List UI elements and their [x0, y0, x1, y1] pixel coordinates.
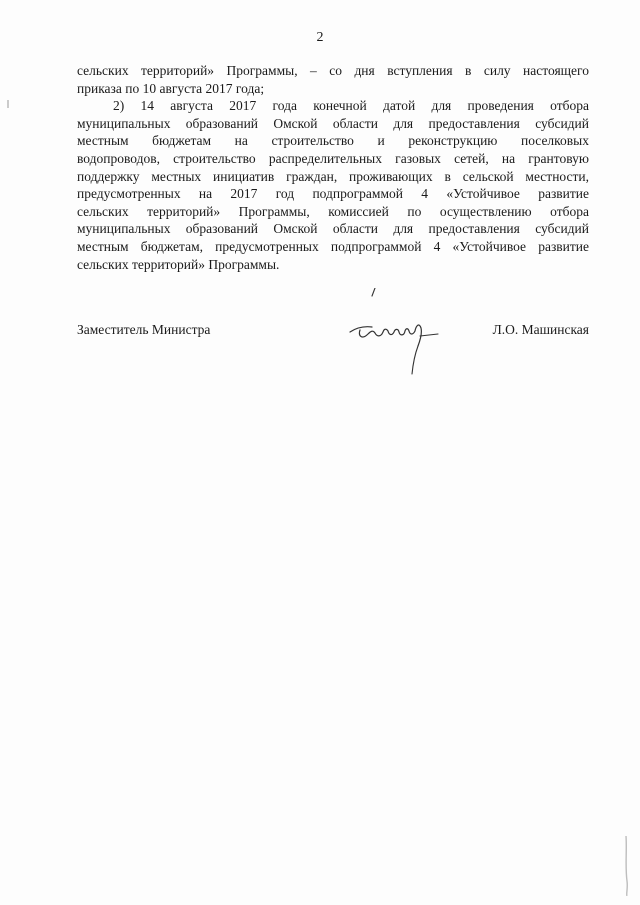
page-number: 2 [316, 30, 324, 45]
paragraph-item-2 [77, 97, 589, 273]
text-line: местным бюджетам, предусмотренных подпрограммой 4 «Устойчивое развитие [77, 238, 589, 254]
text-line: местным бюджетам на строительство и реконструкцию поселковых [77, 133, 589, 149]
document-body [77, 62, 589, 273]
signer-name: Л.О. Машинская [492, 322, 589, 337]
signature-block [77, 322, 589, 346]
text-line: водопроводов, строительство распределительных газовых сетей, на грантовую [77, 150, 589, 166]
scan-edge-mark [622, 836, 630, 896]
text-line: муниципальных образований Омской области для предоставления субсидий [77, 115, 589, 131]
text-line: 2) 14 августа 2017 года конечной датой для проведения отбора [113, 98, 589, 114]
text-line: муниципальных образований Омской области для предоставления субсидий [77, 221, 589, 237]
text-line: сельских территорий» Программы, комиссией по осуществлению отбора [77, 203, 589, 219]
text-line: сельских территорий» Программы, – со дня вступления в силу настоящего [77, 63, 589, 78]
margin-tick-mark [6, 100, 10, 110]
text-line: поддержку местных инициатив граждан, проживающих в сельской местности, [77, 168, 589, 184]
text-line: сельских территорий» Программы. [77, 256, 280, 272]
signer-title: Заместитель Министра [77, 322, 211, 337]
paragraph-continuation [77, 62, 589, 97]
text-line: приказа по 10 августа 2017 года; [77, 80, 265, 96]
text-line: предусмотренных на 2017 год подпрограммой 4 «Устойчивое развитие [77, 186, 589, 202]
handwritten-signature [342, 288, 452, 378]
